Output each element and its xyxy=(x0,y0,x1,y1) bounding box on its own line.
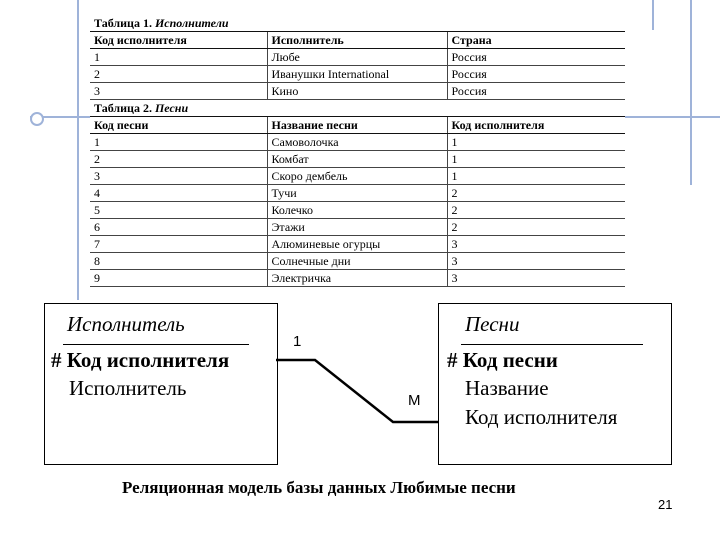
table1-header-country: Страна xyxy=(447,32,625,49)
table-cell: Колечко xyxy=(267,202,447,219)
table-cell: 1 xyxy=(90,49,267,66)
entity-songs-attr: Код исполнителя xyxy=(465,405,618,429)
table-cell: Солнечные дни xyxy=(267,253,447,270)
table1-header-performer: Исполнитель xyxy=(267,32,447,49)
table2-caption-name: Песни xyxy=(154,100,189,115)
table-cell: 7 xyxy=(90,236,267,253)
table1-caption-prefix: Таблица 1. xyxy=(94,15,152,30)
table-cell: 3 xyxy=(90,83,267,100)
table-cell: 2 xyxy=(90,151,267,168)
table-cell: Любе xyxy=(267,49,447,66)
table-cell: Иванушки International xyxy=(267,66,447,83)
table-cell: 6 xyxy=(90,219,267,236)
entity-performer-attr: Исполнитель xyxy=(69,376,187,400)
table-cell: 9 xyxy=(90,270,267,287)
entity-songs-key-attr: # Код песни xyxy=(447,348,558,372)
table-cell: Скоро дембель xyxy=(267,168,447,185)
table-cell: Комбат xyxy=(267,151,447,168)
table-cell: Самоволочка xyxy=(267,134,447,151)
table-cell: Россия xyxy=(447,83,625,100)
table2-header-song-code: Код песни xyxy=(90,117,267,134)
table-cell: Россия xyxy=(447,66,625,83)
relationship-line xyxy=(276,360,438,422)
table1-caption-name: Исполнители xyxy=(154,15,229,30)
table-cell: Алюминевые огурцы xyxy=(267,236,447,253)
table-cell: 3 xyxy=(447,253,625,270)
table-cell: 1 xyxy=(447,168,625,185)
cardinality-one-label: 1 xyxy=(293,333,302,350)
diagram-caption: Реляционная модель базы данных Любимые песни xyxy=(122,478,516,497)
table-cell: 2 xyxy=(447,219,625,236)
table-cell: 1 xyxy=(90,134,267,151)
table-cell: 2 xyxy=(90,66,267,83)
table-cell: 5 xyxy=(90,202,267,219)
table-cell: 2 xyxy=(447,202,625,219)
cardinality-many-label: M xyxy=(408,392,421,409)
table-cell: 8 xyxy=(90,253,267,270)
table-cell: 1 xyxy=(447,151,625,168)
table-cell: Электричка xyxy=(267,270,447,287)
table-cell: 3 xyxy=(90,168,267,185)
entity-performer-title: Исполнитель xyxy=(67,312,185,336)
table-cell: 2 xyxy=(447,185,625,202)
table2-header-performer-code: Код исполнителя xyxy=(447,117,625,134)
entity-performer-key-attr: # Код исполнителя xyxy=(51,348,230,372)
table-cell: Этажи xyxy=(267,219,447,236)
table-cell: 1 xyxy=(447,134,625,151)
entity-songs-attr: Название xyxy=(465,376,549,400)
table-cell: Кино xyxy=(267,83,447,100)
table-cell: Россия xyxy=(447,49,625,66)
slide-number: 21 xyxy=(658,497,673,512)
table2-caption-prefix: Таблица 2. xyxy=(94,100,152,115)
table-cell: Тучи xyxy=(267,185,447,202)
table-cell: 4 xyxy=(90,185,267,202)
table2-header-song-name: Название песни xyxy=(267,117,447,134)
table1-header-performer-code: Код исполнителя xyxy=(90,32,267,49)
table-cell: 3 xyxy=(447,270,625,287)
table-cell: 3 xyxy=(447,236,625,253)
entity-songs-title: Песни xyxy=(465,312,520,336)
